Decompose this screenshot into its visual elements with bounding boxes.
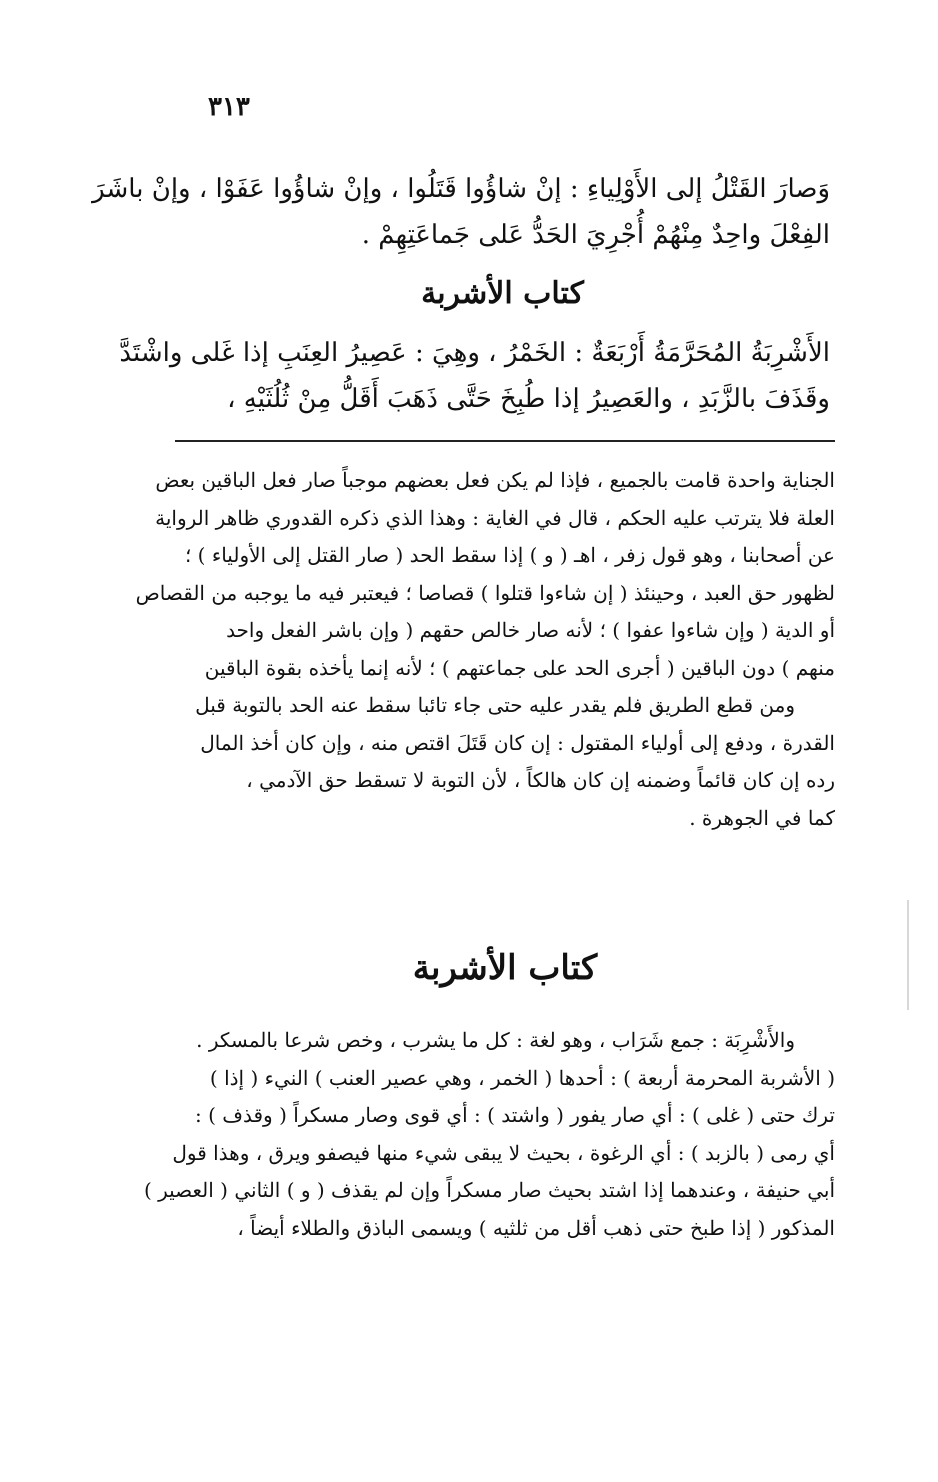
commentary-line: العلة فلا يترتب عليه الحكم ، قال في الغاية : وهذا الذي ذكره القدوري ظاهر الرواية bbox=[155, 505, 835, 530]
commentary-line: الجناية واحدة قامت بالجميع ، فإذا لم يكن فعل بعضهم موجباً صار فعل الباقين بعض bbox=[155, 468, 835, 492]
commentary-line: ( الأشربة المحرمة أربعة ) : أحدها ( الخمر ، وهي عصير العنب ) النيء ( إذا ) bbox=[209, 1065, 835, 1090]
matn-line: الفِعْلَ واحِدٌ مِنْهُمْ أُجْرِيَ الحَدُّ عَلى جَماعَتِهِمْ . bbox=[361, 220, 830, 250]
section-heading-commentary: كتاب الأشربة bbox=[412, 948, 598, 988]
commentary-line: كما في الجوهرة . bbox=[689, 805, 835, 830]
commentary-block bbox=[135, 462, 835, 837]
scan-edge-mark bbox=[907, 900, 909, 1010]
matn-bottom-block bbox=[119, 330, 830, 422]
commentary-line: منهم ) دون الباقين ( أجرى الحد على جماعتهم ) ؛ لأنه إنما يأخذه بقوة الباقين bbox=[204, 655, 835, 680]
divider-rule bbox=[175, 440, 835, 442]
commentary-line: عن أصحابنا ، وهو قول زفر ، اهـ ( و ) إذا سقط الحد ( صار القتل إلى الأولياء ) ؛ bbox=[184, 543, 835, 567]
commentary-line: رده إن كان قائماً وضمنه إن كان هالكاً ، لأن التوبة لا تسقط حق الآدمي ، bbox=[246, 768, 835, 792]
section-heading: كتاب الأشربة bbox=[421, 276, 584, 311]
commentary-line: أبي حنيفة ، وعندهما إذا اشتد بحيث صار مسكراً وإن لم يقذف ( و ) الثاني ( العصير ) bbox=[143, 1178, 835, 1202]
page-number: ٣١٣ bbox=[208, 92, 250, 122]
matn-line: وقَذَفَ بالزَّبَدِ ، والعَصِيرُ إذا طُبِخَ حَتَّى ذَهَبَ أَقَلُّ مِنْ ثُلُثَيْهِ ، bbox=[227, 384, 830, 414]
commentary-line: أو الدية ( وإن شاءوا عفوا ) ؛ لأنه صار خالص حقهم ( وإن باشر الفعل واحد bbox=[226, 618, 835, 642]
commentary-line: ومن قطع الطريق فلم يقدر عليه حتى جاء تائبا سقط عنه الحد بالتوبة قبل bbox=[195, 693, 795, 717]
matn-top-block bbox=[92, 166, 830, 258]
commentary-line: القدرة ، ودفع إلى أولياء المقتول : إن كان قَتَلَ اقتص منه ، وإن كان أخذ المال bbox=[200, 730, 835, 755]
commentary-line: لظهور حق العبد ، وحينئذ ( إن شاءوا قتلوا ) قصاصا ؛ فيعتبر فيه ما يوجبه من القصاص bbox=[135, 580, 835, 605]
commentary-block-2 bbox=[143, 1022, 835, 1247]
commentary-line: المذكور ( إذا طبخ حتى ذهب أقل من ثلثيه ) ويسمى الباذق والطلاء أيضاً ، bbox=[237, 1215, 835, 1240]
matn-line: وَصارَ القَتْلُ إلى الأَوْلِياءِ : إنْ شاؤُوا قَتَلُوا ، وإنْ شاؤُوا عَفَوْا ، وإنْ باشَرَ bbox=[92, 174, 830, 204]
commentary-line: ترك حتى ( غلى ) : أي صار يفور ( واشتد ) : أي قوى وصار مسكراً ( وقذف ) : bbox=[195, 1103, 835, 1127]
matn-line: الأَشْرِبَةُ المُحَرَّمَةُ أَرْبَعَةٌ : الخَمْرُ ، وهِيَ : عَصِيرُ العِنَبِ إذا غَلى واشْتَدَّ bbox=[119, 338, 830, 368]
commentary-line: أي رمى ( بالزبد ) : أي الرغوة ، بحيث لا يبقى شيء منها فيصفو ويرق ، وهذا قول bbox=[172, 1140, 835, 1165]
commentary-line: والأَشْرِبَة : جمع شَرَاب ، وهو لغة : كل ما يشرب ، وخص شرعا بالمسكر . bbox=[196, 1028, 795, 1052]
